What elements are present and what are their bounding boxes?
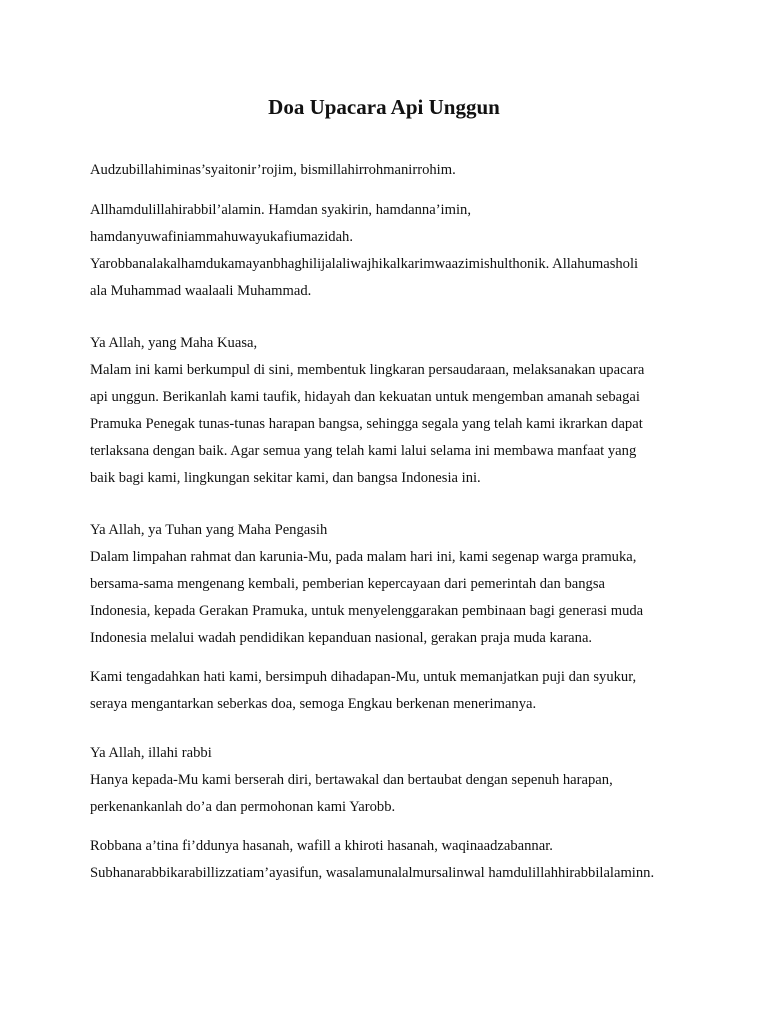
paragraph-tengadahkan (90, 664, 690, 718)
paragraph-line: Ya Allah, yang Maha Kuasa, (90, 335, 258, 351)
paragraph-line: bersama-sama mengenang kembali, pemberian kepercayaan dari pemerintah dan bangsa (90, 576, 606, 592)
paragraph-line: Audzubillahiminas’syaitonir’rojim, bismillahirrohmanirrohim. (90, 162, 456, 178)
paragraph-line: Subhanarabbikarabillizzatiam’ayasifun, wasalamunalalmursalinwal hamdulillahhirabbilalaminn. (90, 865, 655, 881)
paragraph-line: Malam ini kami berkumpul di sini, membentuk lingkaran persaudaraan, melaksanakan upacara (90, 362, 645, 378)
paragraph-line: api unggun. Berikanlah kami taufik, hidayah dan kekuatan untuk mengemban amanah sebagai (90, 389, 640, 405)
paragraph-line: Yarobbanalakalhamdukamayanbhaghilijalaliwajhikalkarimwaazimishulthonik. Allahumasholi (90, 256, 639, 272)
paragraph-line: terlaksana dengan baik. Agar semua yang telah kami lalui selama ini membawa manfaat yang (90, 443, 637, 459)
paragraph-opening (90, 157, 690, 184)
paragraph-line: Dalam limpahan rahmat dan karunia-Mu, pada malam hari ini, kami segenap warga pramuka, (90, 549, 637, 565)
paragraph-closing (90, 833, 690, 887)
paragraph-line: Indonesia melalui wadah pendidikan kepanduan nasional, gerakan praja muda karana. (90, 630, 593, 646)
paragraph-illahi-rabbi (90, 740, 690, 821)
paragraph-line: Hanya kepada-Mu kami berserah diri, bertawakal dan bertaubat dengan sepenuh harapan, (90, 772, 613, 788)
paragraph-line: Indonesia, kepada Gerakan Pramuka, untuk menyelenggarakan pembinaan bagi generasi muda (90, 603, 644, 619)
paragraph-line: Pramuka Penegak tunas-tunas harapan bangsa, sehingga segala yang telah kami ikrarkan dapat (90, 416, 643, 432)
paragraph-maha-pengasih (90, 517, 690, 652)
paragraph-line: seraya mengantarkan seberkas doa, semoga Engkau berkenan menerimanya. (90, 696, 537, 712)
document-title: Doa Upacara Api Unggun (268, 95, 500, 119)
paragraph-line: hamdanyuwafiniammahuwayukafiumazidah. (90, 229, 354, 245)
paragraph-line: ala Muhammad waalaali Muhammad. (90, 283, 312, 299)
paragraph-hamdalah (90, 197, 690, 305)
paragraph-line: Allhamdulillahirabbil’alamin. Hamdan syakirin, hamdanna’imin, (90, 202, 471, 218)
paragraph-line: baik bagi kami, lingkungan sekitar kami, dan bangsa Indonesia ini. (90, 470, 481, 486)
paragraph-line: Ya Allah, illahi rabbi (90, 745, 212, 761)
paragraph-line: Kami tengadahkan hati kami, bersimpuh dihadapan-Mu, untuk memanjatkan puji dan syukur, (90, 669, 637, 685)
paragraph-line: perkenankanlah do’a dan permohonan kami Yarobb. (90, 799, 396, 815)
paragraph-line: Robbana a’tina fi’ddunya hasanah, wafill a khiroti hasanah, waqinaadzabannar. (90, 838, 553, 854)
paragraph-maha-kuasa (90, 330, 690, 492)
paragraph-line: Ya Allah, ya Tuhan yang Maha Pengasih (90, 522, 328, 538)
